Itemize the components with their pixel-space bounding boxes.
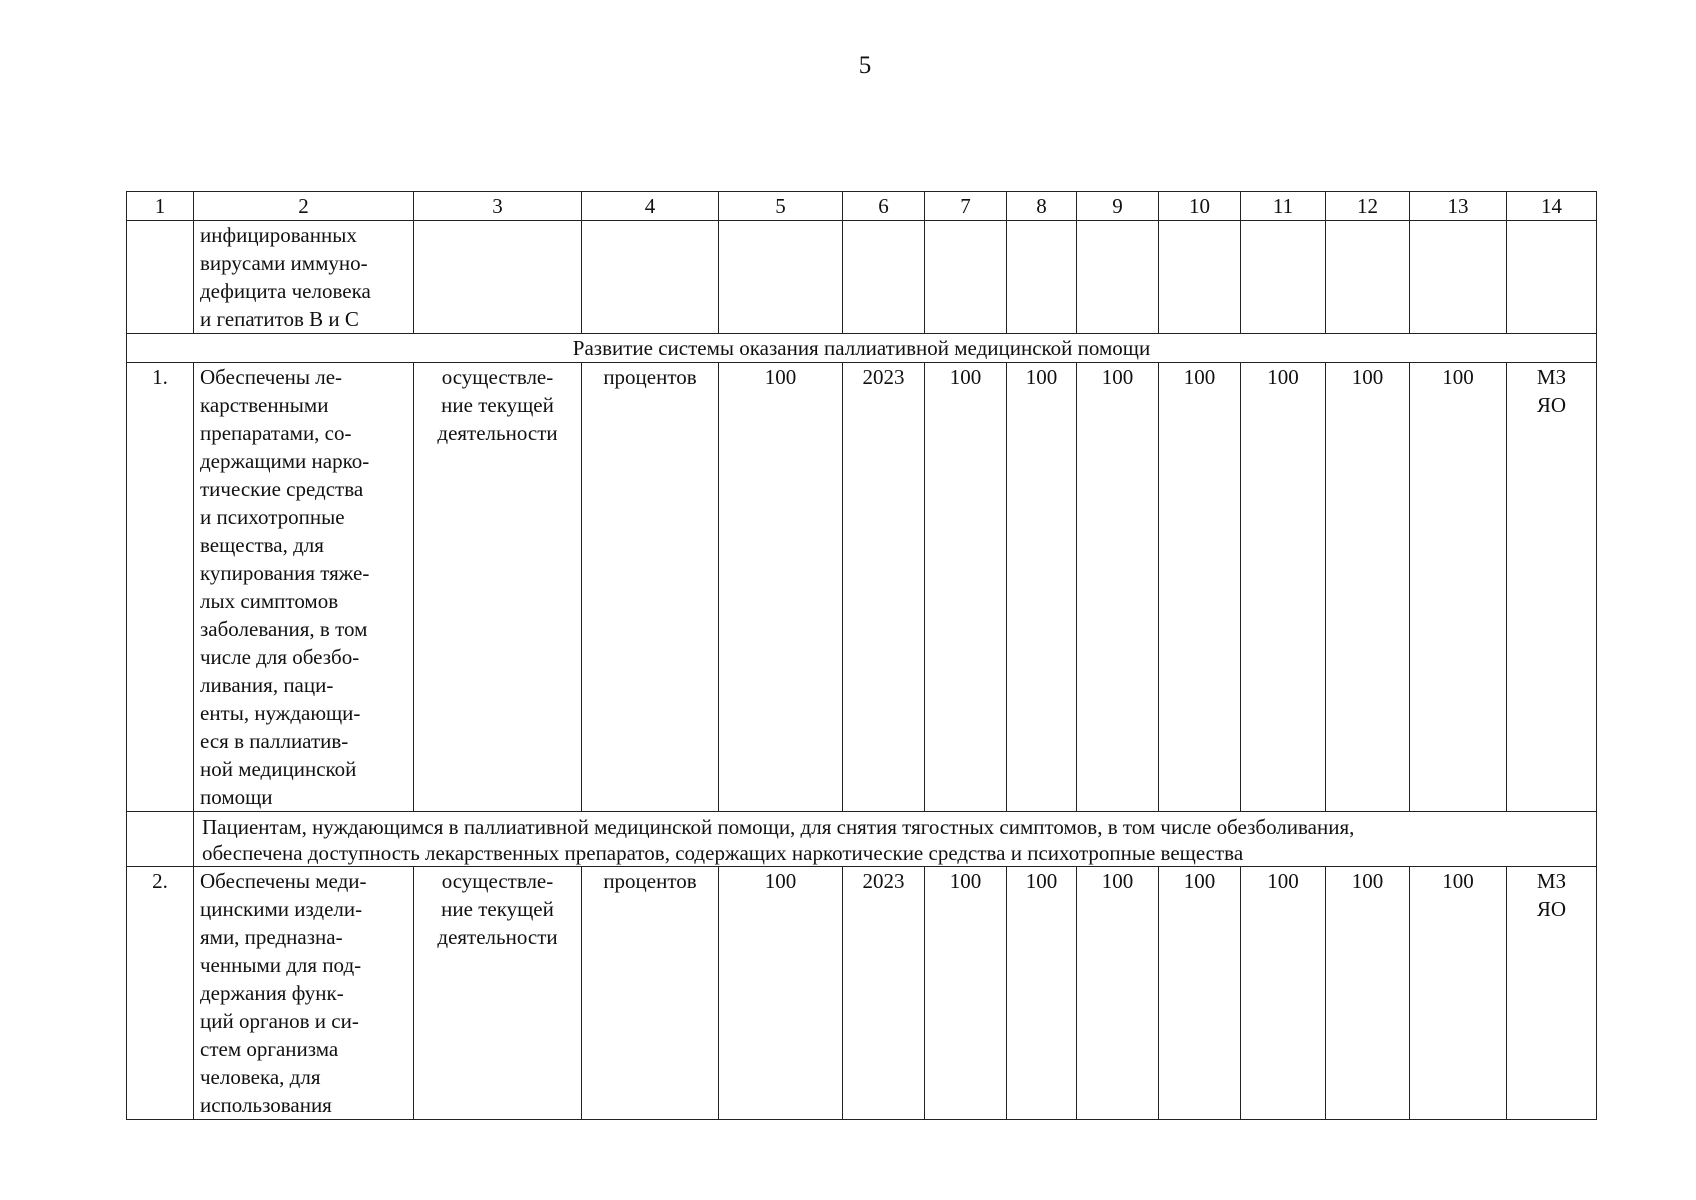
table-cell [719,221,843,334]
indicator-name [194,363,414,812]
table-cell [1241,221,1326,334]
text-line: вещества, для [200,533,324,557]
text-line: человека, для [200,1065,321,1089]
unit-cell: процентов [582,363,719,812]
table-cell [925,221,1007,334]
table-cell [1007,221,1077,334]
text-line: стем организма [200,1037,339,1061]
responsible-org [1507,363,1597,812]
text-line: Пациентам, нуждающимся в паллиативной медицинской помощи, для снятия тягостных симптомов, в том числе обезболивания, [202,815,1355,839]
text-line: ЯО [1536,897,1567,921]
column-number-row [127,192,1597,221]
text-line: держания функ- [200,981,344,1005]
text-line: дефицита человека [200,279,371,303]
column-header: 14 [1507,192,1597,221]
table-cell [1326,221,1410,334]
text-line: Обеспечены ле- [200,365,343,389]
column-header: 7 [925,192,1007,221]
text-line: и гепатитов В и С [200,307,359,331]
text-line: обеспечена доступность лекарственных препаратов, содержащих наркотические средства и психотропные вещества [202,841,1244,865]
text-line: заболевания, в том [200,617,368,641]
table-cell [1159,221,1241,334]
value-cell: 100 [1159,867,1241,1120]
result-note [194,812,1597,867]
column-header: 12 [1326,192,1410,221]
base-year-cell: 2023 [843,867,925,1120]
value-cell: 100 [1410,363,1507,812]
column-header: 1 [127,192,194,221]
column-header: 8 [1007,192,1077,221]
column-header: 3 [414,192,582,221]
value-cell: 100 [1326,867,1410,1120]
table-cell [843,221,925,334]
text-line: помощи [200,785,273,809]
base-value-cell: 100 [719,867,843,1120]
value-cell: 100 [1410,867,1507,1120]
text-line: числе для обезбо- [200,645,360,669]
text-line: енты, нуждающи- [200,701,361,725]
text-line: МЗ [1536,365,1567,389]
indicator-type [414,867,582,1120]
indicator-name [194,867,414,1120]
column-header: 9 [1077,192,1159,221]
table-cell [1507,221,1597,334]
column-header: 2 [194,192,414,221]
text-line: ной медицинской [200,757,357,781]
text-line: деятельности [437,925,558,949]
text-line: МЗ [1536,869,1567,893]
table-cell [1077,221,1159,334]
text-line: вирусами иммуно- [200,251,368,275]
value-cell: 100 [1007,867,1077,1120]
text-line: и психотропные [200,505,345,529]
unit-cell: процентов [582,867,719,1120]
text-line: ние текущей [441,897,554,921]
value-cell: 100 [1077,363,1159,812]
text-line: цинскими издели- [200,897,363,921]
column-header: 4 [582,192,719,221]
text-line: тические средства [200,477,364,501]
value-cell: 100 [1007,363,1077,812]
row-number: 1. [127,363,194,812]
text-line: Обеспечены меди- [200,869,367,893]
table-cell [414,221,582,334]
text-line: ние текущей [441,393,554,417]
value-cell: 100 [1241,363,1326,812]
text-line: препаратами, со- [200,421,352,445]
table-cell [582,221,719,334]
text-line: инфицированных [200,223,357,247]
text-line: использования [200,1093,332,1117]
row-number: 2. [127,867,194,1120]
text-line: осуществле- [441,869,554,893]
base-year-cell: 2023 [843,363,925,812]
text-line: ченными для под- [200,953,362,977]
text-line: купирования тяже- [200,561,370,585]
text-line: ций органов и си- [200,1009,359,1033]
value-cell: 100 [925,867,1007,1120]
continued-indicator-name [194,221,414,334]
section-title: Развитие системы оказания паллиативной медицинской помощи [127,334,1597,363]
text-line: ями, предназна- [200,925,343,949]
value-cell: 100 [1241,867,1326,1120]
text-line: ЯО [1536,393,1567,417]
table-cell [127,221,194,334]
text-line: еся в паллиатив- [200,729,349,753]
text-line: ливания, паци- [200,673,334,697]
text-line: деятельности [437,421,558,445]
value-cell: 100 [1159,363,1241,812]
text-line: осуществле- [441,365,554,389]
text-line: карственными [200,393,329,417]
indicator-type [414,363,582,812]
text-line: лых симптомов [200,589,339,613]
value-cell: 100 [1077,867,1159,1120]
column-header: 6 [843,192,925,221]
column-header: 10 [1159,192,1241,221]
table-cell [1410,221,1507,334]
result-note-row [127,812,1597,867]
continued-row [127,221,1597,334]
table-row [127,363,1597,812]
table-cell [127,812,194,867]
base-value-cell: 100 [719,363,843,812]
column-header: 11 [1241,192,1326,221]
page-number: 5 [858,52,872,79]
column-header: 5 [719,192,843,221]
indicators-table [126,191,1597,1120]
section-row [127,334,1597,363]
value-cell: 100 [1326,363,1410,812]
column-header: 13 [1410,192,1507,221]
table-row [127,867,1597,1120]
responsible-org [1507,867,1597,1120]
value-cell: 100 [925,363,1007,812]
text-line: держащими нарко- [200,449,370,473]
